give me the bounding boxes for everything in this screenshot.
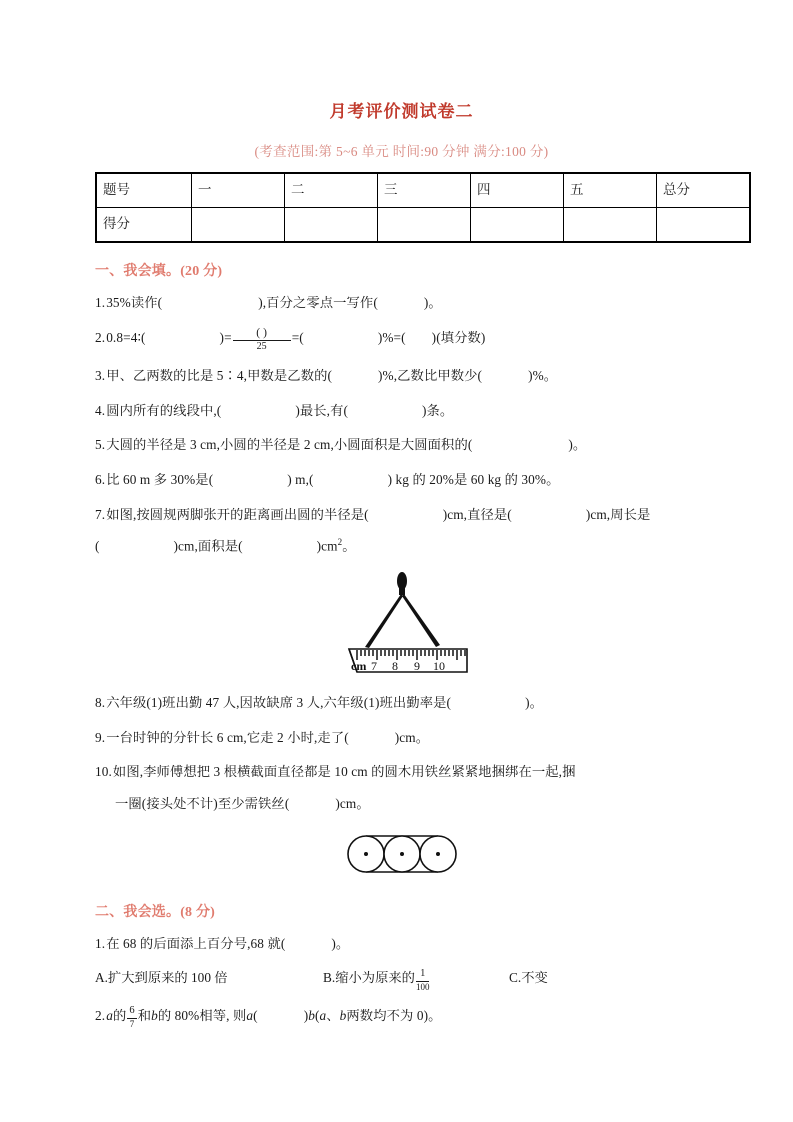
ruler-tick-label-8: 8	[391, 659, 398, 674]
question-text-line2-a: 一圈(接头处不计)至少需铁丝(	[115, 796, 290, 812]
three-circles-svg	[343, 829, 461, 879]
question-1-10-line2	[95, 794, 708, 815]
question-2-1-options	[95, 968, 708, 991]
superscript-squared: 2	[337, 537, 343, 548]
question-text-a: 如图,按圆规两脚张开的距离画出圆的半径是(	[106, 506, 369, 522]
log-center-dot-3	[436, 852, 440, 856]
question-index: 4.	[95, 402, 106, 418]
page-subtitle: (考查范围:第 5~6 单元 时间:90 分钟 满分:100 分)	[254, 144, 549, 159]
question-1-7	[95, 505, 708, 526]
question-1-3	[95, 366, 708, 387]
question-text-b: )cm,直径是(	[442, 506, 512, 522]
question-index: 1.	[95, 295, 106, 310]
score-table-col-1: 一	[192, 173, 285, 208]
score-cell-1[interactable]	[192, 208, 285, 243]
question-text-b: )%,乙数比甲数少(	[378, 368, 483, 384]
question-text-line2-d: 。	[342, 538, 356, 554]
question-text-a: 甲、乙两数的比是 5∶4,甲数是乙数的(	[106, 368, 333, 384]
question-index: 10.	[95, 764, 112, 780]
question-index: 6.	[95, 471, 106, 487]
question-text-d: )%=(	[377, 329, 406, 345]
section-heading-multiple-choice: 二、我会选。(8 分)	[95, 904, 216, 920]
question-text-a: 在 68 的后面添上百分号,68 就(	[106, 935, 286, 951]
score-cell-5[interactable]	[564, 208, 657, 243]
fraction-six-sevenths	[127, 1006, 136, 1029]
question-index: 1.	[95, 935, 106, 951]
question-text-h: 两数均不为 0)。	[346, 1007, 442, 1023]
question-text-d: (	[253, 1007, 258, 1023]
question-text-b: ) m,(	[287, 471, 314, 487]
question-text-a: 35%读作(	[106, 295, 163, 310]
fraction-denominator: 25	[256, 341, 267, 353]
question-2-2	[95, 1006, 708, 1029]
question-text-a: 大圆的半径是 3 cm,小圆的半径是 2 cm,小圆面积是大圆面积的(	[106, 437, 473, 453]
question-text-c: )。	[423, 295, 442, 310]
log-center-dot-2	[400, 852, 404, 856]
question-1-1	[95, 293, 708, 314]
compass-hinge-icon	[399, 587, 405, 595]
question-text-b: )。	[568, 437, 587, 453]
question-text-a: 如图,李师傅想把 3 根横截面直径都是 10 cm 的圆木用铁丝紧紧地捆绑在一起,捆	[112, 764, 576, 780]
score-cell-4[interactable]	[471, 208, 564, 243]
table-row-header	[96, 173, 750, 208]
score-table-row-label-1: 题号	[96, 173, 192, 208]
option-a[interactable]: A.扩大到原来的 100 倍	[95, 970, 228, 986]
compass-left-leg-icon	[365, 594, 403, 648]
question-text-b: 和	[137, 1007, 152, 1023]
question-text-c: =(	[291, 329, 304, 345]
question-index: 2.	[95, 329, 106, 345]
option-b[interactable]	[323, 968, 509, 991]
fraction-numerator[interactable]: ( )	[233, 328, 291, 342]
question-1-6	[95, 470, 708, 491]
question-1-10	[95, 762, 708, 783]
question-text-e: )(填分数)	[431, 329, 486, 345]
question-text-c: )cm,周长是	[585, 506, 651, 522]
question-text-g: 、	[326, 1007, 340, 1023]
question-2-1	[95, 934, 708, 955]
fraction-blank-over-25	[233, 328, 291, 353]
compass-ruler-svg	[327, 571, 477, 676]
question-text-a: 比 60 m 多 30%是(	[106, 471, 214, 487]
ruler-tick-label-9: 9	[413, 659, 420, 674]
score-table-col-total: 总分	[657, 173, 751, 208]
question-1-2	[95, 328, 708, 353]
option-b-text: B.缩小为原来的	[323, 970, 415, 986]
question-text-line2-c: )cm	[316, 538, 338, 554]
question-text-line2-a: (	[95, 538, 100, 554]
question-index: 5.	[95, 437, 106, 453]
score-table-col-4: 四	[471, 173, 564, 208]
question-text-b: )。	[525, 695, 543, 711]
score-table	[95, 172, 751, 243]
ruler-tick-label-10: 10	[432, 659, 445, 674]
variable-c: a	[246, 1007, 254, 1023]
variable-e: a	[319, 1007, 327, 1023]
question-1-4	[95, 401, 708, 422]
question-index: 2.	[95, 1007, 106, 1023]
question-index: 7.	[95, 506, 106, 522]
variable-d: b	[308, 1007, 315, 1023]
question-1-7-line2	[95, 536, 708, 557]
fraction-denominator: 100	[415, 981, 430, 992]
question-text-b: )=	[219, 329, 232, 345]
question-text-b: )最长,有(	[295, 402, 348, 418]
question-text-c: 的 80%相等, 则	[157, 1007, 247, 1023]
question-text-e: )	[303, 1007, 309, 1023]
question-text-b: )。	[331, 935, 350, 951]
fraction-denominator: 7	[129, 1018, 135, 1029]
question-text-c: )条。	[422, 402, 454, 418]
log-center-dot-1	[364, 852, 368, 856]
question-text-b: )cm。	[394, 729, 430, 745]
option-c[interactable]: C.不变	[509, 970, 548, 986]
figure-compass-ruler	[95, 571, 708, 681]
score-cell-2[interactable]	[285, 208, 378, 243]
fraction-one-over-hundred	[416, 969, 430, 992]
question-text-a: 一台时钟的分针长 6 cm,它走 2 小时,走了(	[106, 729, 349, 745]
fraction-numerator: 6	[127, 1006, 136, 1019]
figure-three-circles	[95, 829, 708, 884]
ruler-tick-label-7: 7	[370, 659, 377, 674]
score-table-col-2: 二	[285, 173, 378, 208]
variable-b: b	[151, 1007, 158, 1023]
variable-f: b	[339, 1007, 347, 1023]
fraction-numerator: 1	[416, 969, 430, 982]
question-text-a: 的	[112, 1007, 127, 1023]
question-index: 3.	[95, 368, 106, 384]
table-row-scores	[96, 208, 750, 243]
question-index: 8.	[95, 695, 106, 711]
score-cell-total[interactable]	[657, 208, 751, 243]
variable-a: a	[106, 1007, 113, 1023]
question-text-f: (	[314, 1007, 320, 1023]
question-text-a: 六年级(1)班出勤 47 人,因故缺席 3 人,六年级(1)班出勤率是(	[106, 695, 452, 711]
question-1-9	[95, 728, 708, 749]
question-text-a: 0.8=4∶(	[106, 329, 146, 345]
question-1-5	[95, 435, 708, 456]
score-table-row-label-2: 得分	[96, 208, 192, 243]
question-text-c: ) kg 的 20%是 60 kg 的 30%。	[387, 471, 560, 487]
question-text-a: 圆内所有的线段中,(	[106, 402, 222, 418]
compass-right-leg-icon	[402, 594, 440, 647]
page-title: 月考评价测试卷二	[329, 102, 474, 121]
question-text-b: ),百分之零点一写作(	[258, 295, 378, 310]
question-text-c: )%。	[528, 368, 558, 384]
score-table-col-3: 三	[378, 173, 471, 208]
question-index: 9.	[95, 729, 106, 745]
score-table-col-5: 五	[564, 173, 657, 208]
question-1-8	[95, 693, 708, 714]
ruler-unit-label: cm	[350, 659, 366, 674]
section-heading-fill-in: 一、我会填。(20 分)	[95, 264, 223, 279]
question-text-line2-b: )cm。	[335, 796, 370, 812]
score-cell-3[interactable]	[378, 208, 471, 243]
question-text-line2-b: )cm,面积是(	[173, 538, 243, 554]
